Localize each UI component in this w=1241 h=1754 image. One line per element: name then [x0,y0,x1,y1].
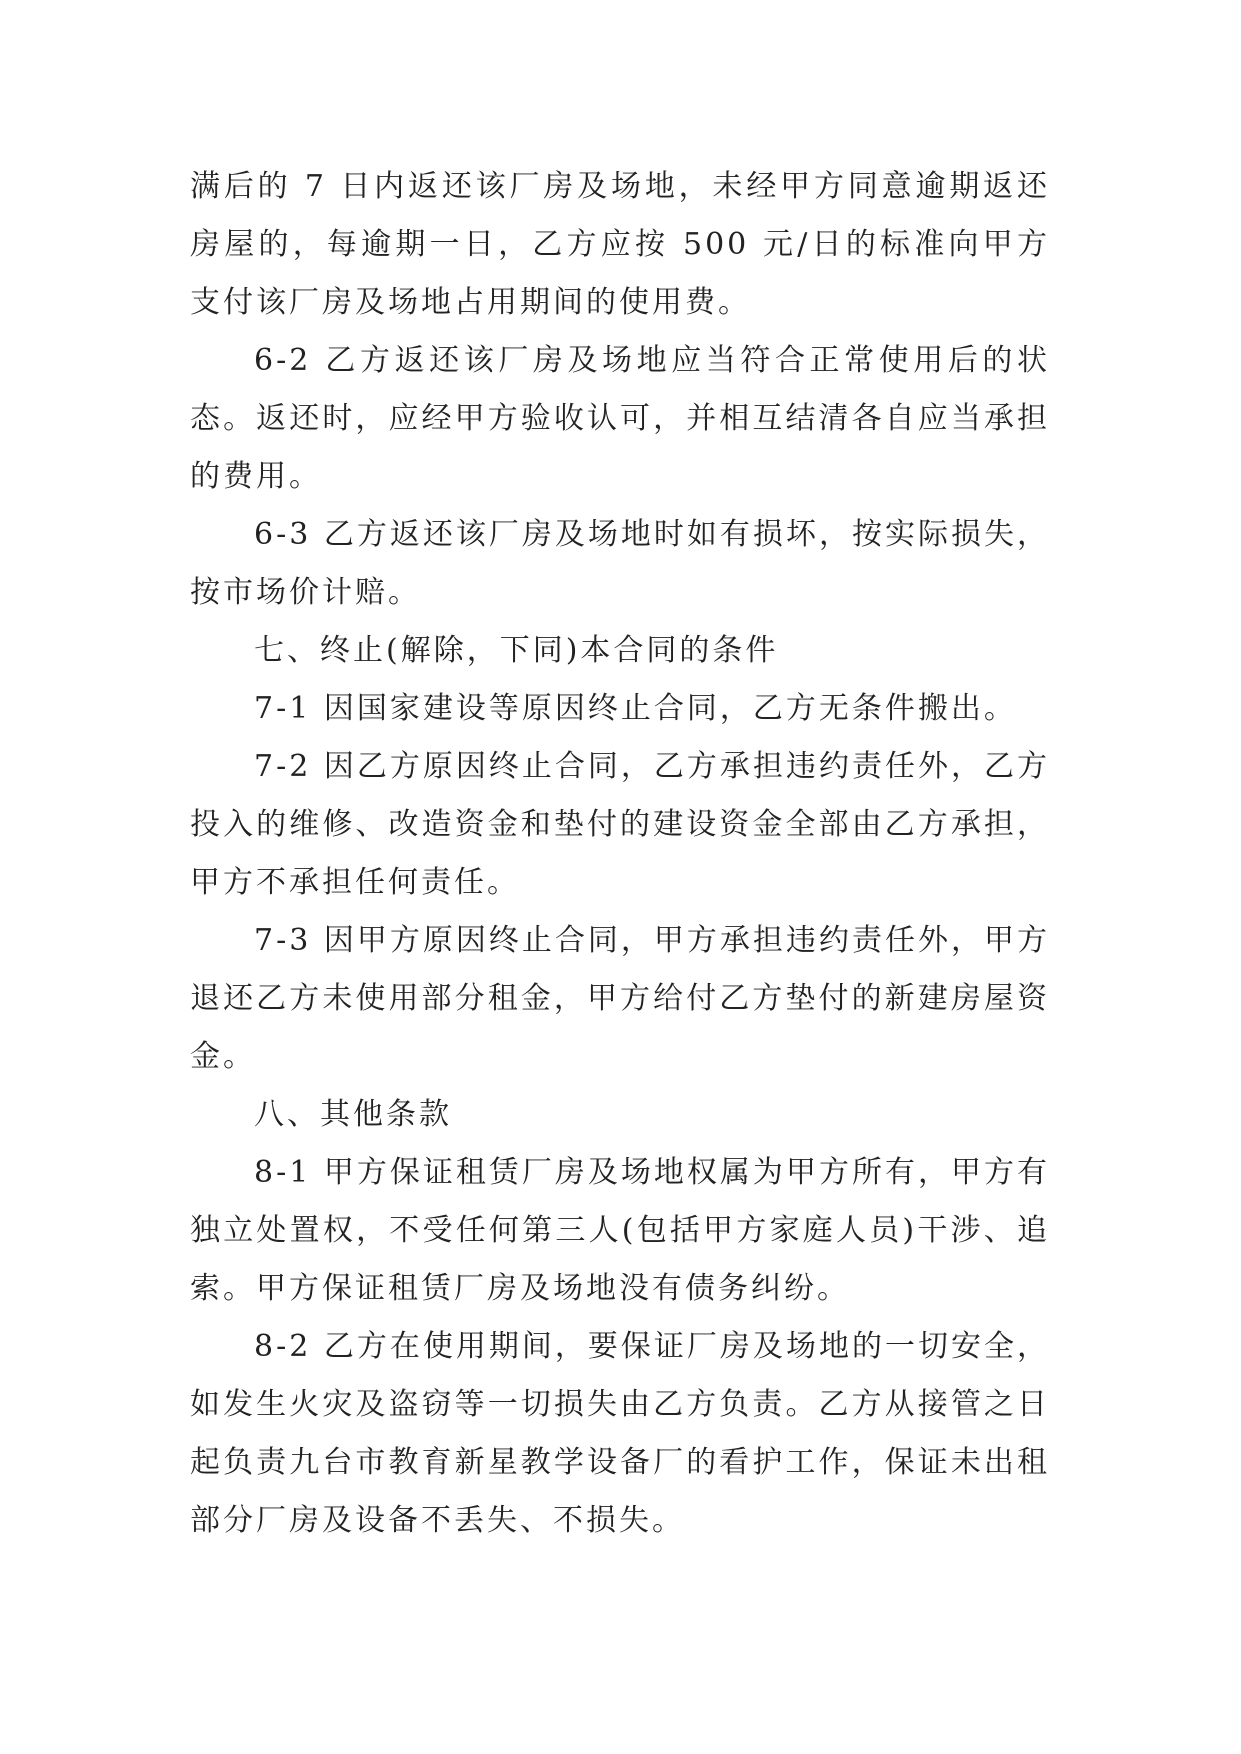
paragraph-6-2: 6-2 乙方返还该厂房及场地应当符合正常使用后的状态。返还时，应经甲方验收认可，并相互结清各自应当承担的费用。 [190,343,1050,494]
paragraph-7-1: 7-1 因国家建设等原因终止合同，乙方无条件搬出。 [254,691,1017,726]
paragraph-6-1-continued: 满后的 7 日内返还该厂房及场地，未经甲方同意逾期返还房屋的，每逾期一日，乙方应按 500 元/日的标准向甲方支付该厂房及场地占用期间的使用费。 [190,169,1050,320]
document-body [190,158,1050,1550]
paragraph-8-2: 8-2 乙方在使用期间，要保证厂房及场地的一切安全，如发生火灾及盗窃等一切损失由乙方负责。乙方从接管之日起负责九台市教育新星教学设备厂的看护工作，保证未出租部分厂房及设备不丢失、不损失。 [190,1329,1050,1538]
section-heading-8: 八、其他条款 [254,1097,452,1132]
paragraph-7-2: 7-2 因乙方原因终止合同，乙方承担违约责任外，乙方投入的维修、改造资金和垫付的建设资金全部由乙方承担，甲方不承担任何责任。 [190,749,1050,900]
paragraph-8-1: 8-1 甲方保证租赁厂房及场地权属为甲方所有，甲方有独立处置权，不受任何第三人(包括甲方家庭人员)干涉、追索。甲方保证租赁厂房及场地没有债务纠纷。 [190,1155,1050,1306]
paragraph-6-3: 6-3 乙方返还该厂房及场地时如有损坏，按实际损失，按市场价计赔。 [190,517,1050,610]
section-heading-7: 七、终止(解除，下同)本合同的条件 [254,633,779,668]
paragraph-7-3: 7-3 因甲方原因终止合同，甲方承担违约责任外，甲方退还乙方未使用部分租金，甲方给付乙方垫付的新建房屋资金。 [190,923,1050,1074]
